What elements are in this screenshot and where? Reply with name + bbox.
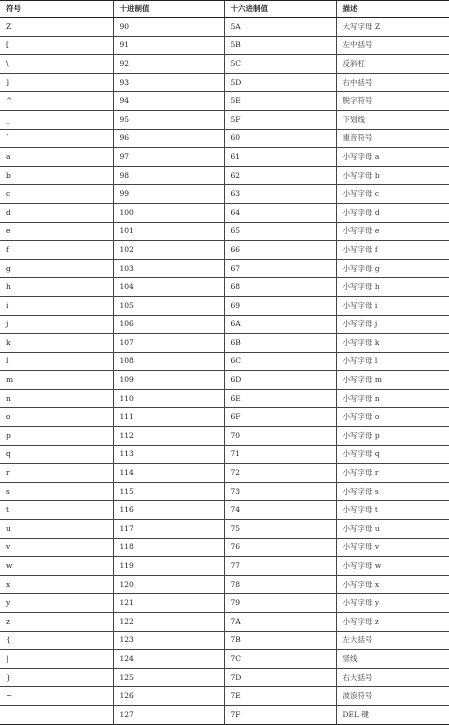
table-row bbox=[0, 538, 449, 557]
cell-description: 小写字母 q bbox=[336, 445, 449, 464]
cell-hex: 63 bbox=[224, 185, 336, 204]
cell-symbol: a bbox=[0, 148, 113, 167]
header-row bbox=[0, 1, 449, 18]
table-row bbox=[0, 110, 449, 129]
cell-decimal: 125 bbox=[113, 668, 224, 687]
cell-decimal: 94 bbox=[113, 92, 224, 111]
cell-symbol: f bbox=[0, 241, 113, 260]
cell-symbol: | bbox=[0, 650, 113, 669]
cell-description: 小写字母 g bbox=[336, 259, 449, 278]
table-row bbox=[0, 203, 449, 222]
cell-decimal: 91 bbox=[113, 36, 224, 55]
cell-description: 右中括号 bbox=[336, 73, 449, 92]
table-row bbox=[0, 482, 449, 501]
cell-description: 小写字母 c bbox=[336, 185, 449, 204]
cell-decimal: 127 bbox=[113, 705, 224, 724]
cell-symbol: i bbox=[0, 296, 113, 315]
table-header bbox=[0, 1, 449, 18]
cell-hex: 77 bbox=[224, 557, 336, 576]
cell-hex: 71 bbox=[224, 445, 336, 464]
table-row bbox=[0, 166, 449, 185]
cell-hex: 7E bbox=[224, 687, 336, 706]
cell-symbol: } bbox=[0, 668, 113, 687]
table-row bbox=[0, 631, 449, 650]
table-row bbox=[0, 129, 449, 148]
table-row bbox=[0, 445, 449, 464]
cell-hex: 5C bbox=[224, 55, 336, 74]
cell-hex: 7D bbox=[224, 668, 336, 687]
cell-decimal: 111 bbox=[113, 408, 224, 427]
cell-symbol: ` bbox=[0, 129, 113, 148]
table-row bbox=[0, 520, 449, 539]
cell-decimal: 90 bbox=[113, 18, 224, 37]
cell-symbol: Z bbox=[0, 18, 113, 37]
cell-decimal: 95 bbox=[113, 110, 224, 129]
cell-symbol: x bbox=[0, 575, 113, 594]
cell-hex: 78 bbox=[224, 575, 336, 594]
cell-description: 小写字母 o bbox=[336, 408, 449, 427]
table-row bbox=[0, 389, 449, 408]
table-row bbox=[0, 278, 449, 297]
cell-symbol: y bbox=[0, 594, 113, 613]
table-body bbox=[0, 18, 449, 725]
cell-hex: 79 bbox=[224, 594, 336, 613]
cell-decimal: 118 bbox=[113, 538, 224, 557]
header-symbol: 符号 bbox=[0, 1, 113, 18]
header-hex: 十六进制值 bbox=[224, 1, 336, 18]
table-row bbox=[0, 705, 449, 724]
cell-symbol: v bbox=[0, 538, 113, 557]
cell-decimal: 103 bbox=[113, 259, 224, 278]
cell-description: 反斜杠 bbox=[336, 55, 449, 74]
cell-description: 小写字母 e bbox=[336, 222, 449, 241]
cell-symbol: s bbox=[0, 482, 113, 501]
cell-symbol: k bbox=[0, 334, 113, 353]
cell-hex: 73 bbox=[224, 482, 336, 501]
cell-symbol: t bbox=[0, 501, 113, 520]
cell-decimal: 101 bbox=[113, 222, 224, 241]
cell-symbol: l bbox=[0, 352, 113, 371]
cell-symbol: d bbox=[0, 203, 113, 222]
table-row bbox=[0, 148, 449, 167]
cell-description: 左大括号 bbox=[336, 631, 449, 650]
cell-description: 小写字母 l bbox=[336, 352, 449, 371]
cell-symbol: m bbox=[0, 371, 113, 390]
cell-symbol: c bbox=[0, 185, 113, 204]
cell-hex: 66 bbox=[224, 241, 336, 260]
cell-decimal: 102 bbox=[113, 241, 224, 260]
cell-symbol: p bbox=[0, 427, 113, 446]
cell-symbol: h bbox=[0, 278, 113, 297]
table-row bbox=[0, 352, 449, 371]
cell-description: 小写字母 y bbox=[336, 594, 449, 613]
cell-decimal: 114 bbox=[113, 464, 224, 483]
cell-decimal: 92 bbox=[113, 55, 224, 74]
cell-symbol: ~ bbox=[0, 687, 113, 706]
header-description: 描述 bbox=[336, 1, 449, 18]
cell-symbol: b bbox=[0, 166, 113, 185]
cell-decimal: 122 bbox=[113, 613, 224, 632]
cell-symbol: w bbox=[0, 557, 113, 576]
cell-decimal: 115 bbox=[113, 482, 224, 501]
cell-description: 大写字母 Z bbox=[336, 18, 449, 37]
table-row bbox=[0, 557, 449, 576]
cell-decimal: 93 bbox=[113, 73, 224, 92]
cell-symbol: n bbox=[0, 389, 113, 408]
cell-description: 小写字母 t bbox=[336, 501, 449, 520]
cell-symbol: o bbox=[0, 408, 113, 427]
cell-hex: 68 bbox=[224, 278, 336, 297]
cell-description: 波浪符号 bbox=[336, 687, 449, 706]
cell-symbol bbox=[0, 705, 113, 724]
cell-symbol: [ bbox=[0, 36, 113, 55]
table-row bbox=[0, 185, 449, 204]
cell-hex: 6F bbox=[224, 408, 336, 427]
cell-description: 小写字母 v bbox=[336, 538, 449, 557]
cell-description: 小写字母 h bbox=[336, 278, 449, 297]
table-row bbox=[0, 36, 449, 55]
cell-hex: 75 bbox=[224, 520, 336, 539]
cell-symbol: j bbox=[0, 315, 113, 334]
cell-description: 下划线 bbox=[336, 110, 449, 129]
table-row bbox=[0, 575, 449, 594]
cell-decimal: 117 bbox=[113, 520, 224, 539]
cell-symbol: ] bbox=[0, 73, 113, 92]
cell-hex: 7F bbox=[224, 705, 336, 724]
cell-decimal: 99 bbox=[113, 185, 224, 204]
cell-hex: 72 bbox=[224, 464, 336, 483]
cell-description: 小写字母 z bbox=[336, 613, 449, 632]
table-row bbox=[0, 92, 449, 111]
cell-decimal: 108 bbox=[113, 352, 224, 371]
cell-symbol: z bbox=[0, 613, 113, 632]
table-row bbox=[0, 427, 449, 446]
cell-description: 小写字母 a bbox=[336, 148, 449, 167]
cell-hex: 6B bbox=[224, 334, 336, 353]
cell-description: 小写字母 b bbox=[336, 166, 449, 185]
table-row bbox=[0, 222, 449, 241]
cell-decimal: 105 bbox=[113, 296, 224, 315]
table-row bbox=[0, 464, 449, 483]
cell-description: 小写字母 j bbox=[336, 315, 449, 334]
header-decimal: 十进制值 bbox=[113, 1, 224, 18]
table-row bbox=[0, 296, 449, 315]
cell-hex: 70 bbox=[224, 427, 336, 446]
cell-description: 脱字符号 bbox=[336, 92, 449, 111]
cell-hex: 6E bbox=[224, 389, 336, 408]
cell-decimal: 98 bbox=[113, 166, 224, 185]
cell-description: 小写字母 w bbox=[336, 557, 449, 576]
table-row bbox=[0, 315, 449, 334]
cell-decimal: 123 bbox=[113, 631, 224, 650]
cell-description: 重音符号 bbox=[336, 129, 449, 148]
cell-hex: 76 bbox=[224, 538, 336, 557]
cell-hex: 5B bbox=[224, 36, 336, 55]
table-row bbox=[0, 73, 449, 92]
table-row bbox=[0, 259, 449, 278]
cell-symbol: \ bbox=[0, 55, 113, 74]
cell-symbol: u bbox=[0, 520, 113, 539]
cell-decimal: 96 bbox=[113, 129, 224, 148]
cell-decimal: 104 bbox=[113, 278, 224, 297]
cell-hex: 5D bbox=[224, 73, 336, 92]
cell-hex: 7A bbox=[224, 613, 336, 632]
cell-description: 小写字母 f bbox=[336, 241, 449, 260]
cell-decimal: 121 bbox=[113, 594, 224, 613]
cell-decimal: 126 bbox=[113, 687, 224, 706]
cell-decimal: 119 bbox=[113, 557, 224, 576]
cell-description: 小写字母 x bbox=[336, 575, 449, 594]
cell-hex: 6C bbox=[224, 352, 336, 371]
cell-description: 小写字母 u bbox=[336, 520, 449, 539]
table-row bbox=[0, 18, 449, 37]
cell-hex: 74 bbox=[224, 501, 336, 520]
cell-decimal: 107 bbox=[113, 334, 224, 353]
table-row bbox=[0, 687, 449, 706]
table-row bbox=[0, 650, 449, 669]
cell-hex: 5F bbox=[224, 110, 336, 129]
cell-hex: 7B bbox=[224, 631, 336, 650]
table-row bbox=[0, 55, 449, 74]
cell-description: 小写字母 r bbox=[336, 464, 449, 483]
cell-hex: 60 bbox=[224, 129, 336, 148]
cell-hex: 6D bbox=[224, 371, 336, 390]
cell-description: 小写字母 s bbox=[336, 482, 449, 501]
cell-hex: 5A bbox=[224, 18, 336, 37]
table-row bbox=[0, 613, 449, 632]
cell-decimal: 106 bbox=[113, 315, 224, 334]
table-row bbox=[0, 668, 449, 687]
cell-hex: 69 bbox=[224, 296, 336, 315]
cell-decimal: 109 bbox=[113, 371, 224, 390]
cell-description: 小写字母 p bbox=[336, 427, 449, 446]
cell-decimal: 120 bbox=[113, 575, 224, 594]
cell-description: 小写字母 d bbox=[336, 203, 449, 222]
cell-description: 小写字母 i bbox=[336, 296, 449, 315]
cell-description: 左中括号 bbox=[336, 36, 449, 55]
cell-description: 竖线 bbox=[336, 650, 449, 669]
cell-hex: 61 bbox=[224, 148, 336, 167]
cell-symbol: _ bbox=[0, 110, 113, 129]
cell-symbol: e bbox=[0, 222, 113, 241]
table-row bbox=[0, 594, 449, 613]
cell-decimal: 124 bbox=[113, 650, 224, 669]
cell-decimal: 97 bbox=[113, 148, 224, 167]
cell-decimal: 113 bbox=[113, 445, 224, 464]
cell-description: 小写字母 m bbox=[336, 371, 449, 390]
cell-symbol: ^ bbox=[0, 92, 113, 111]
cell-symbol: { bbox=[0, 631, 113, 650]
cell-hex: 6A bbox=[224, 315, 336, 334]
table-row bbox=[0, 371, 449, 390]
cell-description: DEL 键 bbox=[336, 705, 449, 724]
cell-hex: 62 bbox=[224, 166, 336, 185]
cell-decimal: 116 bbox=[113, 501, 224, 520]
cell-hex: 5E bbox=[224, 92, 336, 111]
cell-description: 小写字母 n bbox=[336, 389, 449, 408]
cell-hex: 7C bbox=[224, 650, 336, 669]
cell-hex: 67 bbox=[224, 259, 336, 278]
cell-description: 小写字母 k bbox=[336, 334, 449, 353]
cell-hex: 65 bbox=[224, 222, 336, 241]
table-row bbox=[0, 408, 449, 427]
cell-decimal: 110 bbox=[113, 389, 224, 408]
cell-symbol: r bbox=[0, 464, 113, 483]
cell-hex: 64 bbox=[224, 203, 336, 222]
cell-symbol: q bbox=[0, 445, 113, 464]
table-row bbox=[0, 334, 449, 353]
cell-decimal: 100 bbox=[113, 203, 224, 222]
table-row bbox=[0, 501, 449, 520]
table-row bbox=[0, 241, 449, 260]
cell-decimal: 112 bbox=[113, 427, 224, 446]
cell-description: 右大括号 bbox=[336, 668, 449, 687]
cell-symbol: g bbox=[0, 259, 113, 278]
